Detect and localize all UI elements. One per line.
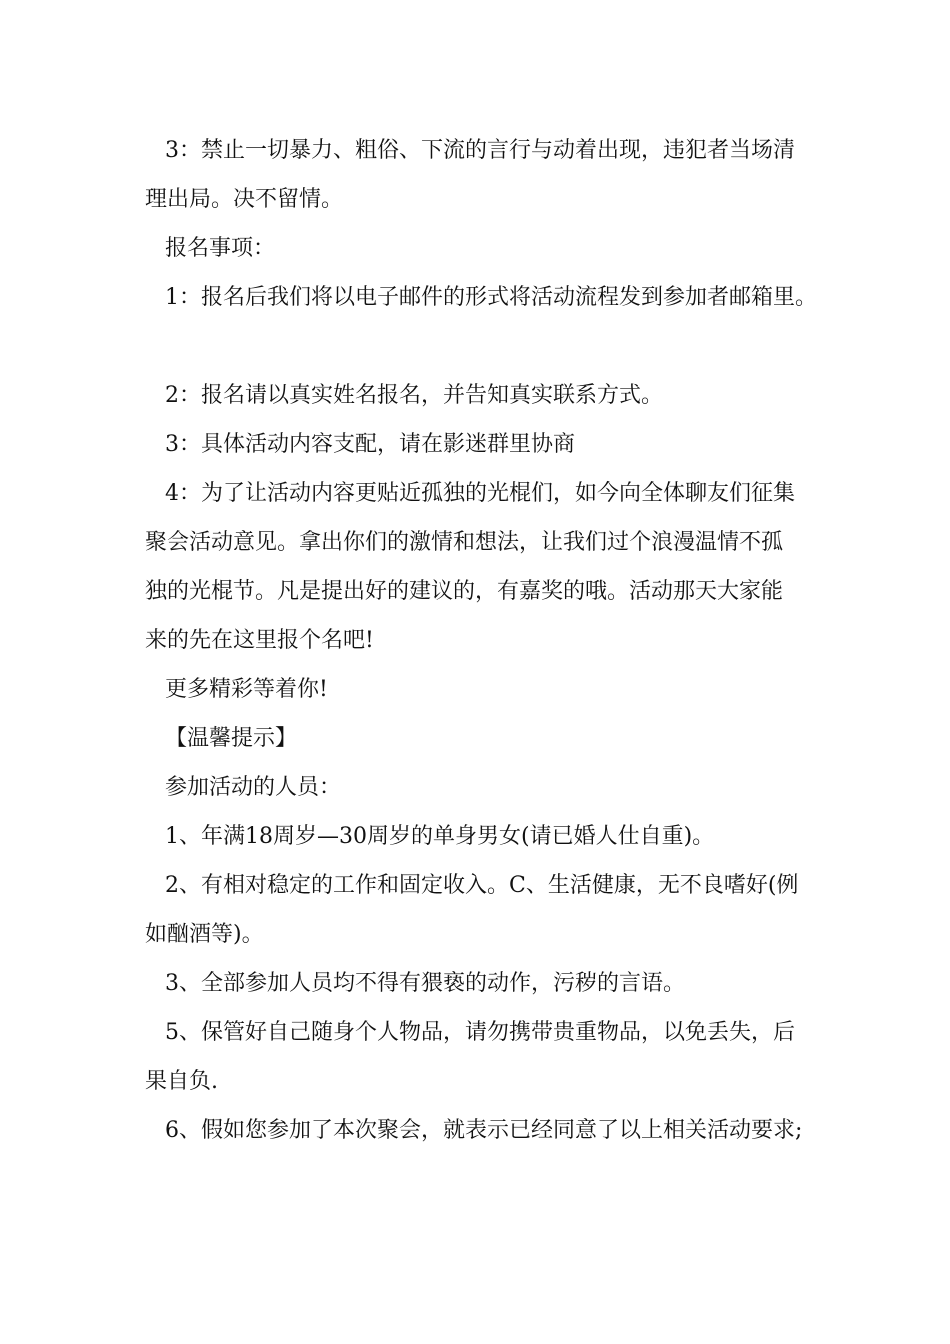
paragraph-line: 独的光棍节。凡是提出好的建议的，有嘉奖的哦。活动那天大家能 [145, 579, 784, 604]
paragraph-line: 5、保管好自己随身个人物品，请勿携带贵重物品，以免丢失，后 [165, 1020, 795, 1045]
paragraph-line: 3：具体活动内容支配，请在影迷群里协商 [165, 432, 575, 457]
paragraph-line: 1：报名后我们将以电子邮件的形式将活动流程发到参加者邮箱里。 [165, 285, 817, 310]
paragraph-line: 2、有相对稳定的工作和固定收入。C、生活健康，无不良嗜好(例 [165, 873, 799, 898]
section-heading: 【温馨提示】 [165, 726, 298, 751]
paragraph-line: 如酗酒等)。 [145, 922, 264, 947]
paragraph-line: 6、假如您参加了本次聚会，就表示已经同意了以上相关活动要求; [165, 1118, 803, 1143]
paragraph-line: 1、年满18周岁—30周岁的单身男女(请已婚人仕自重)。 [165, 824, 715, 849]
paragraph-line: 3：禁止一切暴力、粗俗、下流的言行与动着出现，违犯者当场清 [165, 138, 795, 163]
paragraph-line: 来的先在这里报个名吧! [145, 628, 374, 653]
paragraph-line: 果自负. [145, 1069, 218, 1094]
paragraph-line: 2：报名请以真实姓名报名，并告知真实联系方式。 [165, 383, 663, 408]
paragraph-line: 3、全部参加人员均不得有猥亵的动作，污秽的言语。 [165, 971, 685, 996]
paragraph-line: 参加活动的人员： [165, 775, 342, 800]
paragraph-line: 理出局。决不留情。 [145, 187, 344, 212]
section-heading: 报名事项： [165, 236, 276, 261]
paragraph-line: 更多精彩等着你! [165, 677, 328, 702]
paragraph-line: 4：为了让活动内容更贴近孤独的光棍们，如今向全体聊友们征集 [165, 481, 795, 506]
document-body [145, 126, 825, 1155]
paragraph-line: 聚会活动意见。拿出你们的激情和想法，让我们过个浪漫温情不孤 [145, 530, 784, 555]
blank-line [145, 322, 825, 371]
